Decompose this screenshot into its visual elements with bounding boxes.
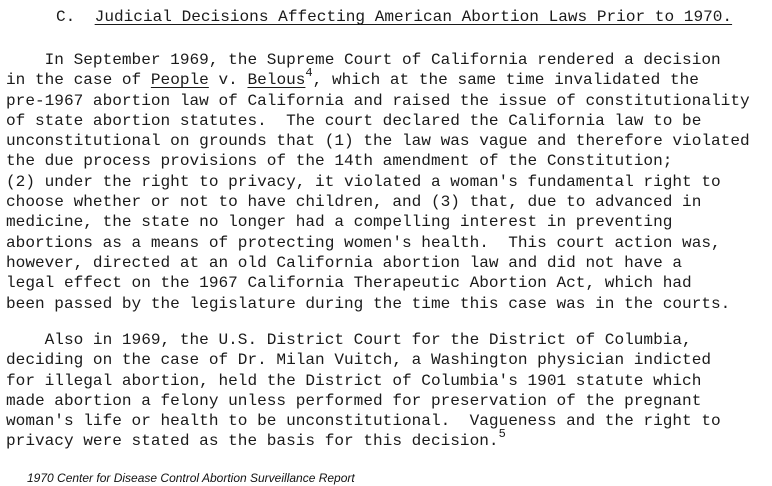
p2-line-4: made abortion a felony unless performed for preservation of the pregnant [6,391,702,410]
case-name-people: People [150,71,209,90]
p1-line-11: however, directed at an old California abortion law and did not have a [6,253,683,272]
case-versus: v. [208,71,248,90]
section-title: Judicial Decisions Affecting American Abortion Laws Prior to 1970. [94,8,733,26]
paragraph-2 [6,330,721,452]
p1-line-2-end: , which at the same time invalidated the [312,71,699,90]
section-letter: C. [56,8,76,26]
paragraph-1 [6,50,750,314]
p2-line-2: deciding on the case of Dr. Milan Vuitch, a Washington physician indicted [6,351,712,370]
p1-line-8: choose whether or not to have children, and (3) that, due to advanced in [6,193,702,212]
p1-line-13: been passed by the legislature during the time this case was in the courts. [6,294,731,313]
p1-line-4: of state abortion statutes. The court declared the California law to be [6,111,702,130]
p2-line-1: Also in 1969, the U.S. District Court for the District of Columbia, [6,331,692,349]
p1-line-12: legal effect on the 1967 California Therapeutic Abortion Act, which had [6,274,692,293]
p1-line-1: In September 1969, the Supreme Court of California rendered a decision [6,51,721,69]
source-caption: 1970 Center for Disease Control Abortion Surveillance Report [27,471,355,485]
p2-line-6 [6,427,506,451]
p2-line-6-text: privacy were stated as the basis for this decision. [6,432,499,451]
footnote-ref-4: 4 [305,65,313,80]
section-heading [56,7,732,27]
p1-line-2 [6,65,699,90]
p1-line-7: (2) under the right to privacy, it violated a woman's fundamental right to [6,172,721,191]
p1-line-2-start: in the case of [6,71,151,90]
p1-line-6: the due process provisions of the 14th amendment of the Constitution; [6,152,673,171]
case-name-belous: Belous [247,71,306,90]
p1-line-3: pre-1967 abortion law of California and raised the issue of constitutionality [6,91,750,110]
p1-line-9: medicine, the state no longer had a compelling interest in preventing [6,213,673,232]
p1-line-10: abortions as a means of protecting women's health. This court action was, [6,233,721,252]
footnote-ref-5: 5 [498,427,506,442]
p1-line-5: unconstitutional on grounds that (1) the law was vague and therefore violated [6,132,750,151]
p2-line-5: woman's life or health to be unconstitutional. Vagueness and the right to [6,412,721,431]
p2-line-3: for illegal abortion, held the District of Columbia's 1901 statute which [6,371,702,390]
